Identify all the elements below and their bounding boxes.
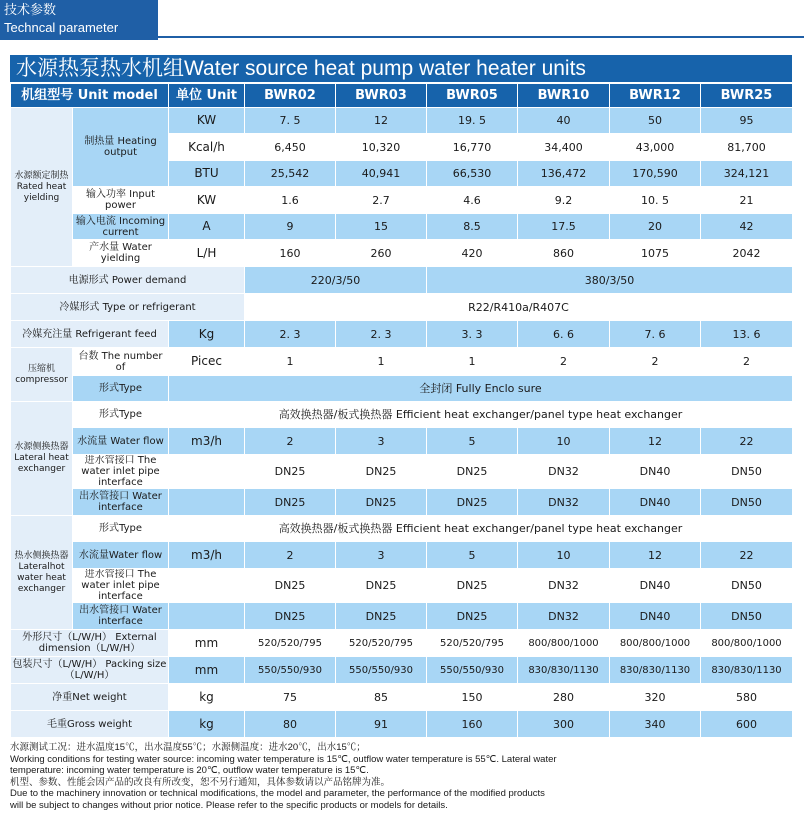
value-cell: 2 bbox=[518, 348, 610, 376]
value-cell: 40,941 bbox=[336, 161, 427, 187]
value-cell: 550/550/930 bbox=[336, 657, 427, 684]
value-cell: 830/830/1130 bbox=[701, 657, 793, 684]
table-row bbox=[11, 569, 793, 603]
row-label: 出水管接口 Water interface bbox=[73, 603, 169, 630]
value-cell: 91 bbox=[336, 711, 427, 738]
row-label: 输入电流 Incoming current bbox=[73, 214, 169, 240]
value-cell: 340 bbox=[610, 711, 701, 738]
value-cell: DN25 bbox=[245, 569, 336, 603]
row-group-label: 压缩机 compressor bbox=[11, 348, 73, 402]
value-cell: 800/800/1000 bbox=[701, 630, 793, 657]
row-label: 形式Type bbox=[73, 376, 169, 402]
value-cell: 1 bbox=[245, 348, 336, 376]
value-cell: 42 bbox=[701, 214, 793, 240]
value-cell: R22/R410a/R407C bbox=[245, 294, 793, 321]
section-tab bbox=[0, 0, 158, 40]
value-cell: 2 bbox=[610, 348, 701, 376]
value-cell: 600 bbox=[701, 711, 793, 738]
row-group-label: 水源侧换热器 Lateral heat exchanger bbox=[11, 402, 73, 516]
table-row bbox=[11, 516, 793, 542]
value-cell: 9 bbox=[245, 214, 336, 240]
table-row bbox=[11, 267, 793, 294]
value-cell: 324,121 bbox=[701, 161, 793, 187]
value-cell: 19. 5 bbox=[427, 108, 518, 134]
value-cell: 81,700 bbox=[701, 134, 793, 161]
value-cell: DN25 bbox=[336, 569, 427, 603]
unit-cell: Kcal/h bbox=[169, 134, 245, 161]
row-label: 净重Net weight bbox=[11, 684, 169, 711]
value-cell: 520/520/795 bbox=[245, 630, 336, 657]
table-row bbox=[11, 240, 793, 267]
value-cell: 8.5 bbox=[427, 214, 518, 240]
unit-cell: BTU bbox=[169, 161, 245, 187]
col-header-model-name: BWR12 bbox=[610, 84, 701, 108]
table-row bbox=[11, 376, 793, 402]
spec-table bbox=[10, 83, 793, 738]
value-cell: 9.2 bbox=[518, 187, 610, 214]
unit-cell: mm bbox=[169, 657, 245, 684]
value-cell: 21 bbox=[701, 187, 793, 214]
value-cell: 40 bbox=[518, 108, 610, 134]
value-cell: 15 bbox=[336, 214, 427, 240]
header-bar bbox=[0, 0, 804, 40]
value-cell: DN32 bbox=[518, 489, 610, 516]
table-row bbox=[11, 108, 793, 134]
row-label: 进水管接口 The water inlet pipe interface bbox=[73, 569, 169, 603]
value-cell: 2 bbox=[245, 542, 336, 569]
value-cell: 5 bbox=[427, 428, 518, 455]
value-cell: 高效换热器/板式换热器 Efficient heat exchanger/panel type heat exchanger bbox=[169, 516, 793, 542]
value-cell: 800/800/1000 bbox=[610, 630, 701, 657]
value-cell: 320 bbox=[610, 684, 701, 711]
section-tab-cn: 技术参数 bbox=[4, 3, 57, 18]
col-header-model-name: BWR03 bbox=[336, 84, 427, 108]
table-row bbox=[11, 455, 793, 489]
value-cell: DN25 bbox=[245, 489, 336, 516]
col-header-unit: 单位 Unit bbox=[169, 84, 245, 108]
value-cell: 13. 6 bbox=[701, 321, 793, 348]
table-row bbox=[11, 187, 793, 214]
row-label: 水流量Water flow bbox=[73, 542, 169, 569]
value-cell: 520/520/795 bbox=[336, 630, 427, 657]
value-cell: 20 bbox=[610, 214, 701, 240]
value-cell: 830/830/1130 bbox=[610, 657, 701, 684]
unit-cell: KW bbox=[169, 108, 245, 134]
unit-cell: L/H bbox=[169, 240, 245, 267]
value-cell: DN40 bbox=[610, 603, 701, 630]
row-label: 毛重Gross weight bbox=[11, 711, 169, 738]
unit-cell: kg bbox=[169, 684, 245, 711]
table-row bbox=[11, 542, 793, 569]
table-row bbox=[11, 402, 793, 428]
row-label: 产水量 Water yielding bbox=[73, 240, 169, 267]
unit-cell: Picec bbox=[169, 348, 245, 376]
value-cell: 85 bbox=[336, 684, 427, 711]
value-cell: 580 bbox=[701, 684, 793, 711]
value-cell: 高效换热器/板式换热器 Efficient heat exchanger/panel type heat exchanger bbox=[169, 402, 793, 428]
row-label: 包装尺寸（L/W/H） Packing size（L/W/H） bbox=[11, 657, 169, 684]
value-cell: 136,472 bbox=[518, 161, 610, 187]
unit-cell: mm bbox=[169, 630, 245, 657]
row-group-label: 热水侧换热器 Lateralhot water heat exchanger bbox=[11, 516, 73, 630]
unit-cell: KW bbox=[169, 187, 245, 214]
value-cell: 300 bbox=[518, 711, 610, 738]
value-cell: DN25 bbox=[427, 455, 518, 489]
value-cell: 7. 6 bbox=[610, 321, 701, 348]
table-row bbox=[11, 657, 793, 684]
table-row bbox=[11, 711, 793, 738]
row-label: 出水管接口 Water interface bbox=[73, 489, 169, 516]
value-cell: DN25 bbox=[336, 455, 427, 489]
value-cell: 2 bbox=[245, 428, 336, 455]
value-cell: 17.5 bbox=[518, 214, 610, 240]
value-cell: DN25 bbox=[245, 603, 336, 630]
value-cell: DN32 bbox=[518, 569, 610, 603]
value-cell: 16,770 bbox=[427, 134, 518, 161]
value-cell: DN25 bbox=[245, 455, 336, 489]
value-cell: 1 bbox=[336, 348, 427, 376]
value-cell: 34,400 bbox=[518, 134, 610, 161]
value-cell: 1.6 bbox=[245, 187, 336, 214]
value-cell: 170,590 bbox=[610, 161, 701, 187]
value-cell: 3 bbox=[336, 542, 427, 569]
value-cell: 260 bbox=[336, 240, 427, 267]
value-cell: 75 bbox=[245, 684, 336, 711]
footnote-line: temperature: incoming water temperature is 20℃, outflow water temperature is 15℃. bbox=[10, 765, 369, 776]
value-cell: 5 bbox=[427, 542, 518, 569]
value-cell: DN50 bbox=[701, 569, 793, 603]
header-rule bbox=[158, 36, 804, 38]
col-header-model-name: BWR05 bbox=[427, 84, 518, 108]
table-row bbox=[11, 348, 793, 376]
row-label: 冷媒形式 Type or refrigerant bbox=[11, 294, 245, 321]
header-row bbox=[11, 84, 793, 108]
value-cell: 1 bbox=[427, 348, 518, 376]
value-cell: 10. 5 bbox=[610, 187, 701, 214]
value-cell: 12 bbox=[610, 542, 701, 569]
value-cell: DN40 bbox=[610, 455, 701, 489]
footnotes bbox=[10, 742, 800, 811]
value-cell: DN25 bbox=[336, 489, 427, 516]
unit-cell: A bbox=[169, 214, 245, 240]
value-cell: 50 bbox=[610, 108, 701, 134]
value-cell: DN50 bbox=[701, 455, 793, 489]
col-header-model-name: BWR10 bbox=[518, 84, 610, 108]
unit-cell: kg bbox=[169, 711, 245, 738]
value-cell: 10 bbox=[518, 428, 610, 455]
value-cell: 220/3/50 bbox=[245, 267, 427, 294]
footnote-line: will be subject to changes without prior notice. Please refer to the specific products or models for details. bbox=[10, 799, 448, 811]
value-cell: 10,320 bbox=[336, 134, 427, 161]
row-label: 冷媒充注量 Refrigerant feed bbox=[11, 321, 169, 348]
table-row bbox=[11, 603, 793, 630]
value-cell: DN50 bbox=[701, 489, 793, 516]
footnote-line: 水源测试工况：进水温度15℃，出水温度55℃；水源侧温度：进水20℃，出水15℃； bbox=[10, 742, 366, 753]
value-cell: DN32 bbox=[518, 603, 610, 630]
value-cell: 150 bbox=[427, 684, 518, 711]
value-cell: DN25 bbox=[427, 569, 518, 603]
table-row bbox=[11, 428, 793, 455]
value-cell: 66,530 bbox=[427, 161, 518, 187]
value-cell: 2. 3 bbox=[245, 321, 336, 348]
value-cell: 550/550/930 bbox=[245, 657, 336, 684]
col-header-model: 机组型号 Unit model bbox=[11, 84, 169, 108]
value-cell: DN25 bbox=[427, 489, 518, 516]
table-row bbox=[11, 489, 793, 516]
section-tab-en: Techncal parameter bbox=[4, 20, 119, 35]
value-cell: 830/830/1130 bbox=[518, 657, 610, 684]
value-cell: 420 bbox=[427, 240, 518, 267]
value-cell: 800/800/1000 bbox=[518, 630, 610, 657]
row-label: 制热量 Heating output bbox=[73, 108, 169, 187]
value-cell: DN32 bbox=[518, 455, 610, 489]
row-label: 进水管接口 The water inlet pipe interface bbox=[73, 455, 169, 489]
value-cell: 2.7 bbox=[336, 187, 427, 214]
value-cell: 6. 6 bbox=[518, 321, 610, 348]
value-cell: 10 bbox=[518, 542, 610, 569]
value-cell: 1075 bbox=[610, 240, 701, 267]
footnote-line: Due to the machinery innovation or technical modifications, the model and parameter, the performance of the modified products bbox=[10, 788, 545, 799]
unit-cell: Kg bbox=[169, 321, 245, 348]
value-cell: 2 bbox=[701, 348, 793, 376]
value-cell: 860 bbox=[518, 240, 610, 267]
value-cell: 520/520/795 bbox=[427, 630, 518, 657]
value-cell: DN25 bbox=[336, 603, 427, 630]
value-cell: DN50 bbox=[701, 603, 793, 630]
table-row bbox=[11, 630, 793, 657]
value-cell: 全封闭 Fully Enclo sure bbox=[169, 376, 793, 402]
value-cell: 2042 bbox=[701, 240, 793, 267]
row-label: 水流量 Water flow bbox=[73, 428, 169, 455]
value-cell: DN40 bbox=[610, 489, 701, 516]
row-group-label: 水源额定制热 Rated heat yielding bbox=[11, 108, 73, 267]
value-cell: 3. 3 bbox=[427, 321, 518, 348]
row-label: 台数 The number of bbox=[73, 348, 169, 376]
footnote-line: 机型、参数、性能会因产品的改良有所改变，恕不另行通知，具体参数请以产品铭牌为准。 bbox=[10, 776, 391, 788]
value-cell: 22 bbox=[701, 542, 793, 569]
value-cell: 43,000 bbox=[610, 134, 701, 161]
page-title: 水源热泵热水机组Water source heat pump water heater units bbox=[10, 55, 792, 82]
value-cell: 7. 5 bbox=[245, 108, 336, 134]
row-label: 形式Type bbox=[73, 516, 169, 542]
table-row bbox=[11, 684, 793, 711]
table-row bbox=[11, 321, 793, 348]
table-row bbox=[11, 214, 793, 240]
table-row bbox=[11, 294, 793, 321]
value-cell: 3 bbox=[336, 428, 427, 455]
row-label: 外形尺寸（L/W/H） External dimension（L/W/H） bbox=[11, 630, 169, 657]
unit-cell: m3/h bbox=[169, 542, 245, 569]
value-cell: 80 bbox=[245, 711, 336, 738]
row-label: 电源形式 Power demand bbox=[11, 267, 245, 294]
value-cell: 25,542 bbox=[245, 161, 336, 187]
col-header-model-name: BWR02 bbox=[245, 84, 336, 108]
value-cell: 2. 3 bbox=[336, 321, 427, 348]
unit-cell: m3/h bbox=[169, 428, 245, 455]
value-cell: 12 bbox=[610, 428, 701, 455]
value-cell: 4.6 bbox=[427, 187, 518, 214]
value-cell: 160 bbox=[427, 711, 518, 738]
value-cell: 550/550/930 bbox=[427, 657, 518, 684]
row-label: 形式Type bbox=[73, 402, 169, 428]
value-cell: 6,450 bbox=[245, 134, 336, 161]
value-cell: DN40 bbox=[610, 569, 701, 603]
value-cell: 12 bbox=[336, 108, 427, 134]
value-cell: DN25 bbox=[427, 603, 518, 630]
col-header-model-name: BWR25 bbox=[701, 84, 793, 108]
value-cell: 22 bbox=[701, 428, 793, 455]
value-cell: 95 bbox=[701, 108, 793, 134]
row-label: 输入功率 Input power bbox=[73, 187, 169, 214]
footnote-line: Working conditions for testing water source: incoming water temperature is 15℃, outflow water temperature is 55℃. Lateral water bbox=[10, 753, 557, 765]
value-cell: 280 bbox=[518, 684, 610, 711]
value-cell: 380/3/50 bbox=[427, 267, 793, 294]
value-cell: 160 bbox=[245, 240, 336, 267]
